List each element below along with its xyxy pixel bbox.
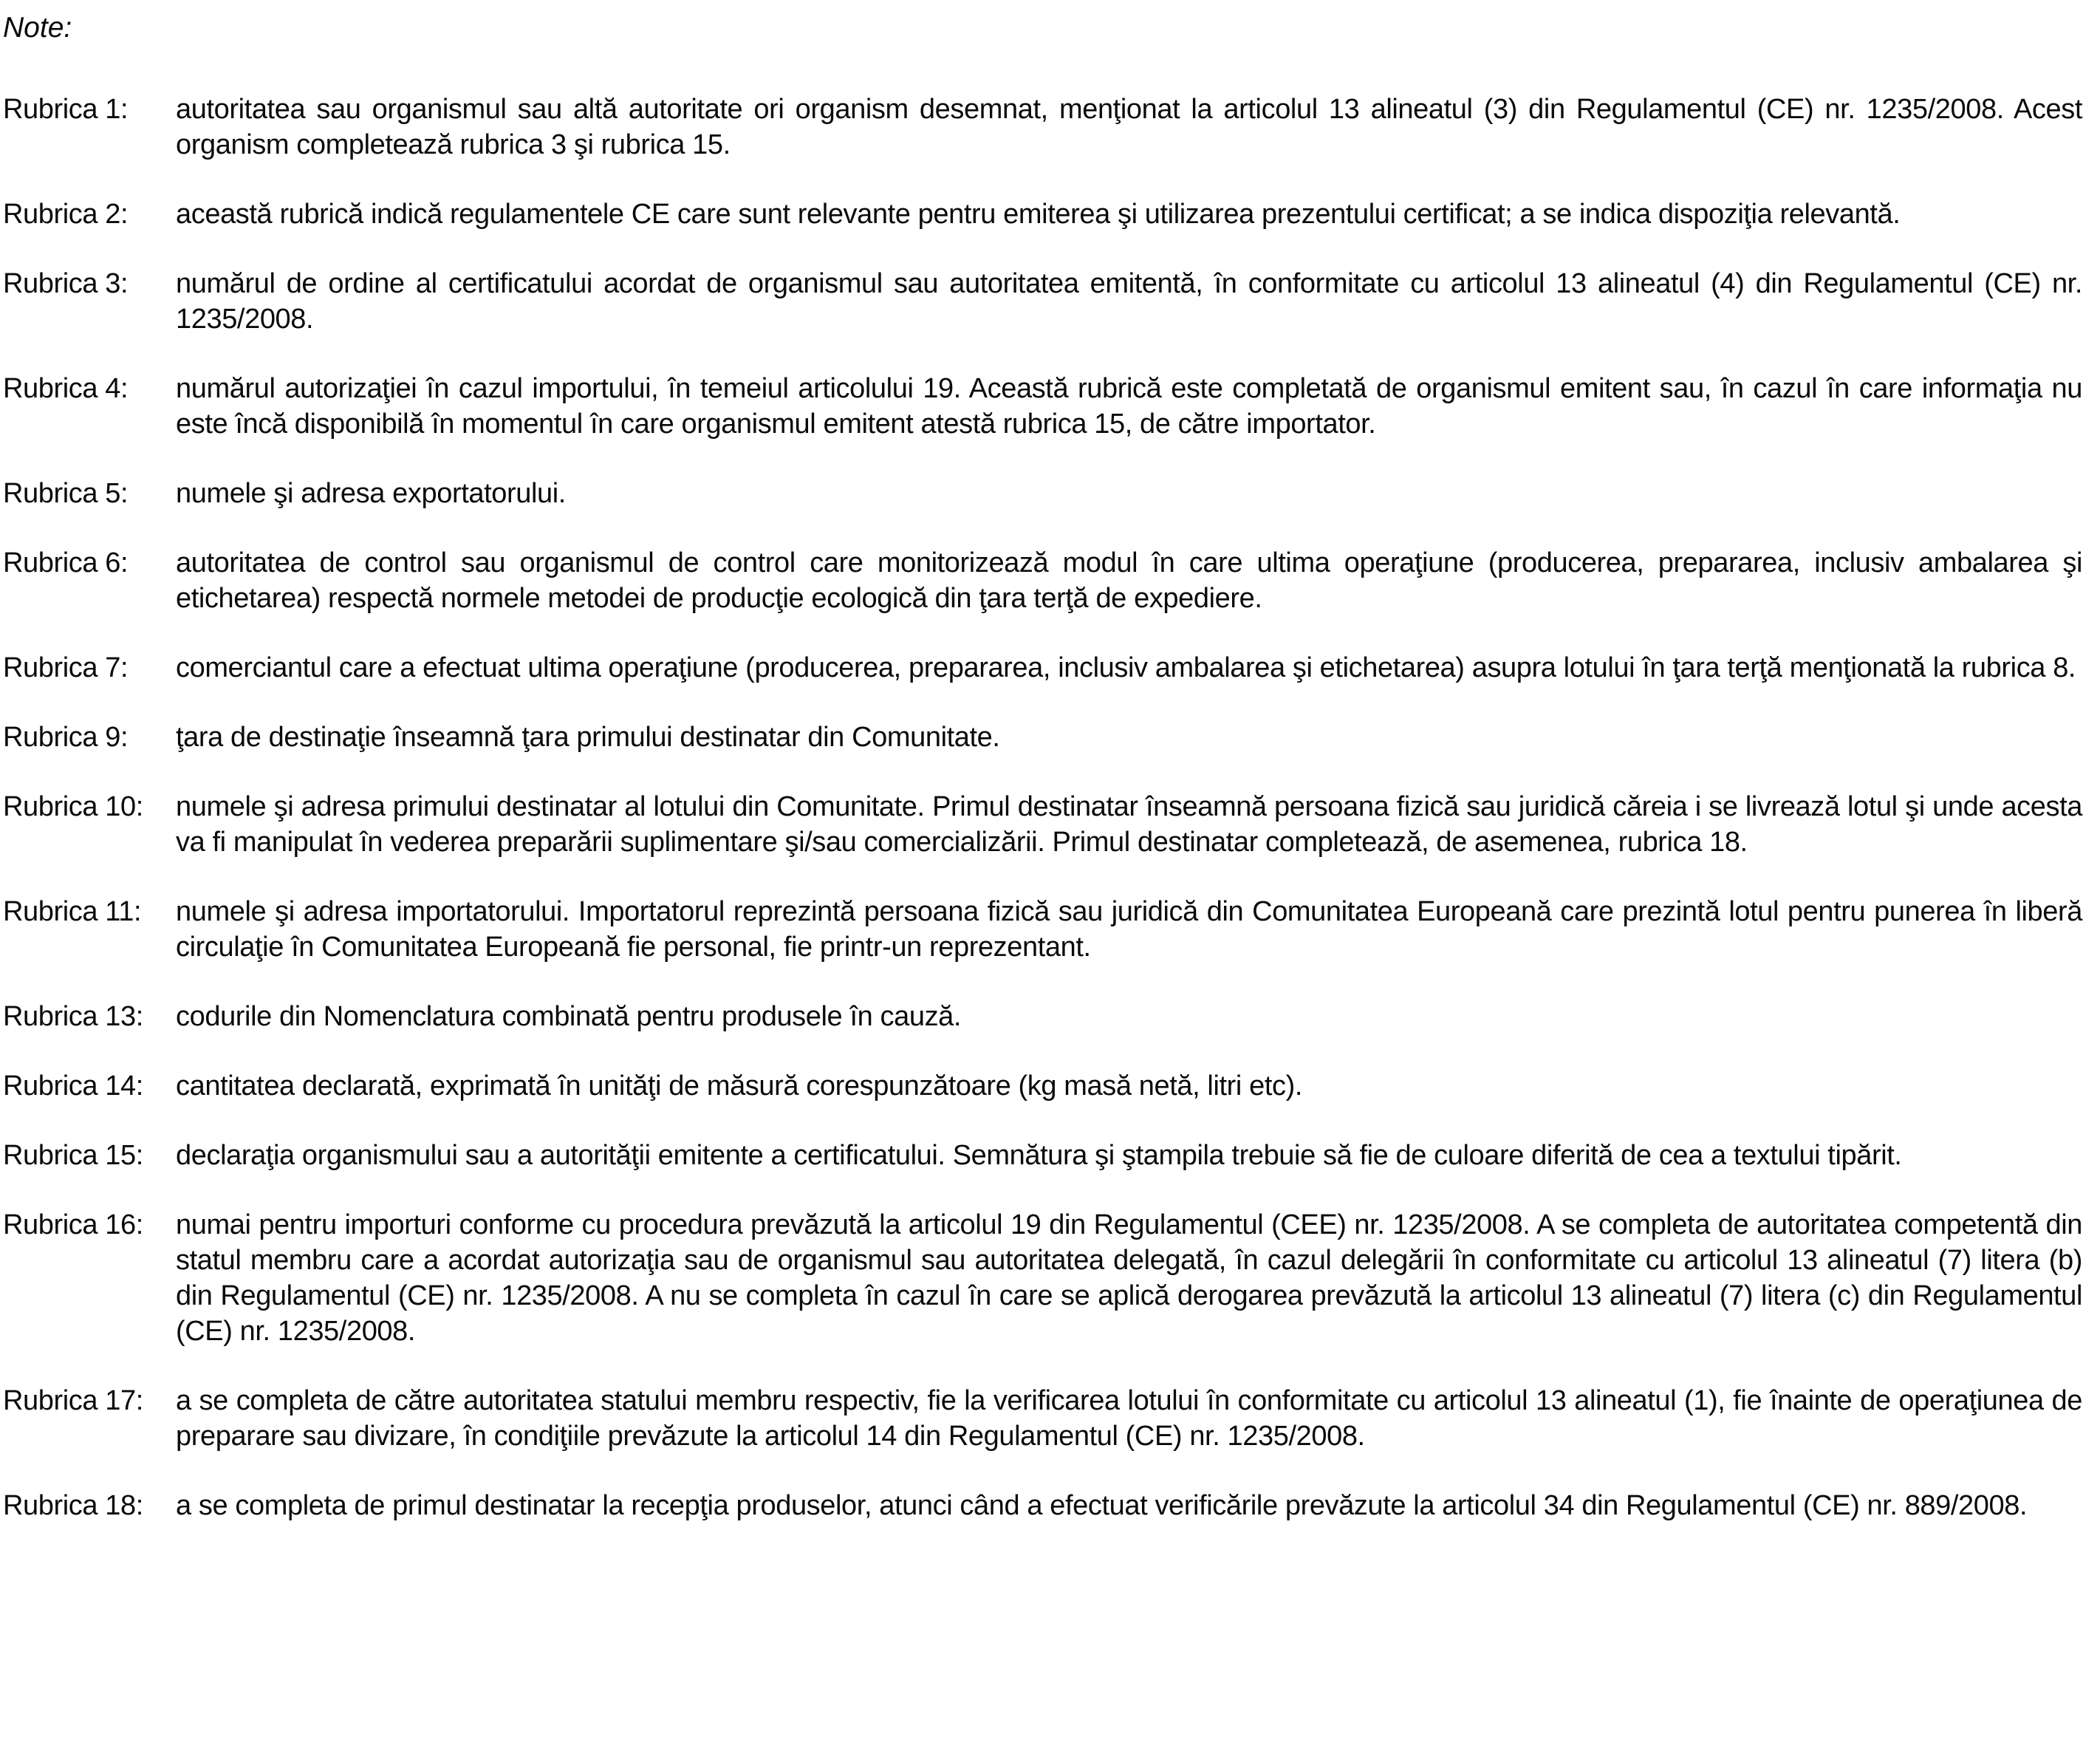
rubric-label: Rubrica 1: xyxy=(3,94,129,125)
rubric-label: Rubrica 4: xyxy=(3,373,129,404)
rubric-label: Rubrica 15: xyxy=(3,1140,143,1171)
note-entry-rubrica-5 xyxy=(3,476,2082,511)
rubric-text: codurile din Nomenclatura combinată pentru produsele în cauză. xyxy=(176,1001,962,1032)
rubric-label: Rubrica 7: xyxy=(3,652,129,683)
rubric-text: numele şi adresa exportatorului. xyxy=(176,478,566,509)
note-entry-rubrica-11 xyxy=(3,894,2082,965)
note-entry-rubrica-4 xyxy=(3,371,2082,442)
rubric-text: numai pentru importuri conforme cu procedura prevăzută la articolul 19 din Regulamentul (CEE) nr. 1235/2008. A se completa de autoritatea competentă din statul membru care a acordat autorizaţia sau de organismul sau autoritatea delegată, în cazul delegării în conformitate cu articolul 13 alineatul (7) litera (b) din Regulamentul (CE) nr. 1235/2008. A nu se completa în cazul în care se aplică derogarea prevăzută la articolul 13 alineatul (7) litera (c) din Regulamentul (CE) nr. 1235/2008. xyxy=(176,1209,2082,1347)
rubric-text: numărul de ordine al certificatului acordat de organismul sau autoritatea emitentă, în conformitate cu articolul 13 alineatul (4) din Regulamentul (CE) nr. 1235/2008. xyxy=(176,268,2082,335)
rubric-text: autoritatea sau organismul sau altă autoritate ori organism desemnat, menţionat la articolul 13 alineatul (3) din Regulamentul (CE) nr. 1235/2008. Acest organism completează rubrica 3 şi rubrica 15. xyxy=(176,94,2082,160)
note-heading: Note: xyxy=(3,12,72,44)
rubric-label: Rubrica 2: xyxy=(3,199,129,230)
note-entry-rubrica-3 xyxy=(3,266,2082,337)
rubric-label: Rubrica 11: xyxy=(3,896,142,927)
rubric-text: autoritatea de control sau organismul de control care monitorizează modul în care ultima operaţiune (producerea, prepararea, inclusiv ambalarea şi etichetarea) respectă normele metodei de producţie ecologică din ţara terţă de expediere. xyxy=(176,547,2082,614)
rubric-label: Rubrica 18: xyxy=(3,1490,143,1521)
note-entry-rubrica-6 xyxy=(3,545,2082,616)
rubric-label: Rubrica 16: xyxy=(3,1209,143,1240)
note-entry-rubrica-1 xyxy=(3,92,2082,163)
rubric-label: Rubrica 10: xyxy=(3,791,143,822)
rubric-label: Rubrica 13: xyxy=(3,1001,143,1032)
rubric-label: Rubrica 6: xyxy=(3,547,129,578)
note-entry-rubrica-13 xyxy=(3,999,2082,1034)
rubric-text: numele şi adresa primului destinatar al lotului din Comunitate. Primul destinatar înseamnă persoana fizică sau juridică căreia i se livrează lotul şi unde acesta va fi manipulat în vederea preparării suplimentare şi/sau comercializării. Primul destinatar completează, de asemenea, rubrica 18. xyxy=(176,791,2082,858)
rubric-text: numărul autorizaţiei în cazul importului, în temeiul articolului 19. Această rubrică este completată de organismul emitent sau, în cazul în care informaţia nu este încă disponibilă în momentul în care organismul emitent atestă rubrica 15, de către importator. xyxy=(176,373,2082,440)
rubric-text: ţara de destinaţie înseamnă ţara primului destinatar din Comunitate. xyxy=(176,722,1000,753)
note-entry-rubrica-9 xyxy=(3,720,2082,755)
rubric-text: numele şi adresa importatorului. Importatorul reprezintă persoana fizică sau juridică din Comunitatea Europeană care prezintă lotul pentru punerea în liberă circulaţie în Comunitatea Europeană fie personal, fie printr-un reprezentant. xyxy=(176,896,2082,963)
rubric-text: a se completa de primul destinatar la recepţia produselor, atunci când a efectuat verificările prevăzute la articolul 34 din Regulamentul (CE) nr. 889/2008. xyxy=(176,1490,2028,1521)
rubric-text: declaraţia organismului sau a autorităţii emitente a certificatului. Semnătura şi ştampila trebuie să fie de culoare diferită de cea a textului tipărit. xyxy=(176,1140,1902,1171)
rubric-label: Rubrica 9: xyxy=(3,722,129,753)
note-entry-rubrica-18 xyxy=(3,1488,2082,1523)
note-entry-rubrica-16 xyxy=(3,1207,2082,1349)
rubric-text: cantitatea declarată, exprimată în unităţi de măsură corespunzătoare (kg masă netă, litri etc). xyxy=(176,1070,1303,1102)
rubric-label: Rubrica 17: xyxy=(3,1385,143,1416)
note-entry-rubrica-7 xyxy=(3,650,2082,686)
note-entry-rubrica-17 xyxy=(3,1383,2082,1454)
note-entry-rubrica-10 xyxy=(3,789,2082,860)
rubric-label: Rubrica 3: xyxy=(3,268,129,299)
note-entry-rubrica-15 xyxy=(3,1138,2082,1173)
note-entry-rubrica-14 xyxy=(3,1068,2082,1104)
rubric-text: comerciantul care a efectuat ultima operaţiune (producerea, prepararea, inclusiv ambalarea şi etichetarea) asupra lotului în ţara terţă menţionată la rubrica 8. xyxy=(176,652,2076,683)
rubric-label: Rubrica 5: xyxy=(3,478,129,509)
rubric-text: această rubrică indică regulamentele CE care sunt relevante pentru emiterea şi utilizarea prezentului certificat; a se indica dispoziţia relevantă. xyxy=(176,199,1901,230)
rubric-text: a se completa de către autoritatea statului membru respectiv, fie la verificarea lotului în conformitate cu articolul 13 alineatul (1), fie înainte de operaţiunea de preparare sau divizare, în condiţiile prevăzute la articolul 14 din Regulamentul (CE) nr. 1235/2008. xyxy=(176,1385,2082,1452)
rubric-label: Rubrica 14: xyxy=(3,1070,143,1102)
note-entry-rubrica-2 xyxy=(3,197,2082,232)
